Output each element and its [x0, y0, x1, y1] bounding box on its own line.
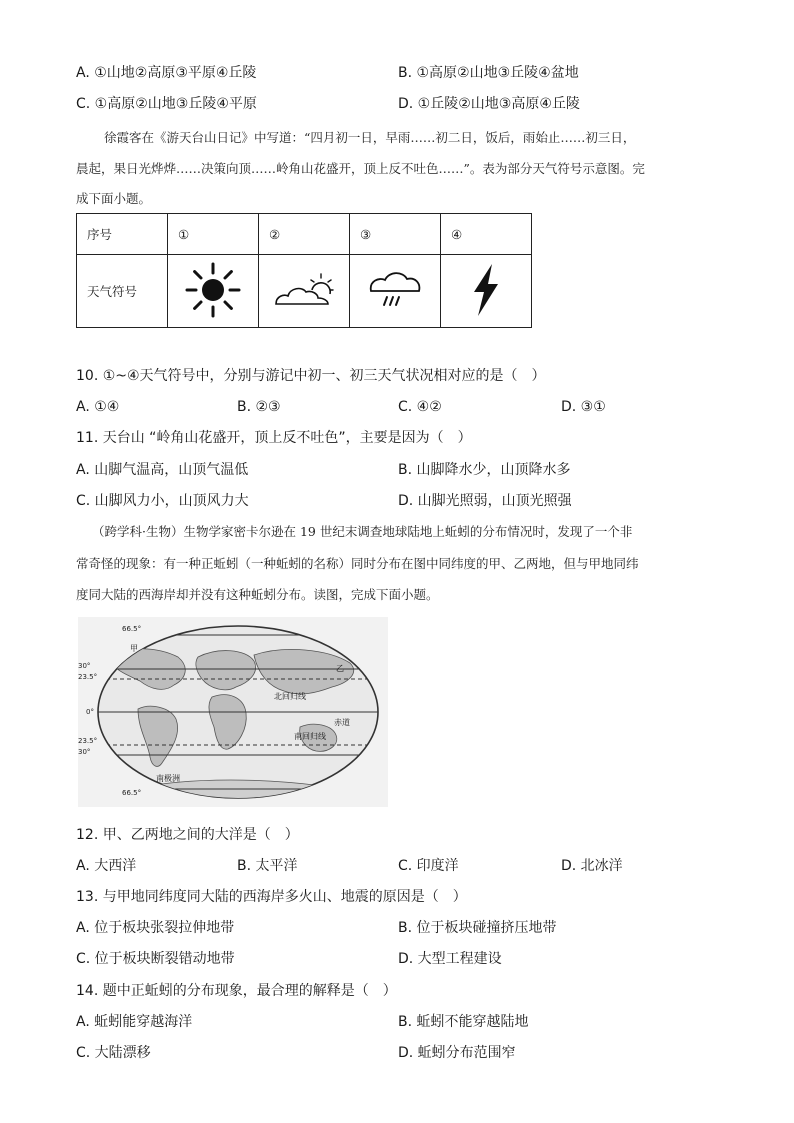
- q12-stem: 12. 甲、乙两地之间的大洋是（ ）: [76, 827, 299, 843]
- q10-option-c: C. ④②: [398, 399, 442, 415]
- lightning-icon: [441, 255, 532, 328]
- passage2-line3: 度同大陆的西海岸却并没有这种蚯蚓分布。读图，完成下面小题。: [76, 587, 439, 602]
- antarctic-label: 南极洲: [156, 774, 180, 783]
- q12-option-d: D. 北冰洋: [561, 858, 623, 874]
- q10-stem: 10. ①~④天气符号中，分别与游记中初一、初三天气状况相对应的是（ ）: [76, 368, 546, 384]
- lat-label-0: 0°: [86, 708, 94, 716]
- weather-symbol-table: [76, 213, 532, 328]
- partly-cloudy-icon: [259, 255, 350, 328]
- passage1-line2: 晨起，果日光烨烨……决策向顶……岭角山花盛开，顶上反不吐色……”。表为部分天气符号示意图。完: [76, 161, 645, 176]
- passage2-line2: 常奇怪的现象：有一种正蚯蚓（一种蚯蚓的名称）同时分布在图中同纬度的甲、乙两地，但与甲地同纬: [76, 556, 639, 571]
- q11-option-b: B. 山脚降水少，山顶降水多: [398, 462, 571, 478]
- rain-cloud-icon: [350, 255, 441, 328]
- lat-label-30n: 30°: [78, 662, 91, 670]
- q9-option-d: D. ①丘陵②山地③高原④丘陵: [398, 96, 580, 112]
- lat-label-23s: 23.5°: [78, 737, 98, 745]
- table-number-4: ④: [441, 214, 532, 255]
- q11-option-d: D. 山脚光照弱，山顶光照强: [398, 493, 572, 509]
- lat-label-66s: 66.5°: [122, 789, 142, 797]
- passage1-line1: 徐霞客在《游天台山日记》中写道：“四月初一日，早雨……初二日，饭后，雨始止……初三日，: [104, 130, 636, 145]
- table-header-label: 序号: [77, 214, 168, 255]
- q14-option-a: A. 蚯蚓能穿越海洋: [76, 1014, 193, 1030]
- q14-option-b: B. 蚯蚓不能穿越陆地: [398, 1014, 529, 1030]
- q10-option-d: D. ③①: [561, 399, 606, 415]
- q13-option-d: D. 大型工程建设: [398, 951, 502, 967]
- q13-option-a: A. 位于板块张裂拉伸地带: [76, 920, 235, 936]
- q10-option-b: B. ②③: [237, 399, 281, 415]
- jia-label: 甲: [130, 644, 138, 653]
- q9-option-c: C. ①高原②山地③丘陵④平原: [76, 96, 257, 112]
- q11-stem: 11. 天台山 “岭角山花盛开，顶上反不吐色”，主要是因为（ ）: [76, 430, 472, 446]
- table-row-label: 天气符号: [77, 255, 168, 328]
- q10-option-a: A. ①④: [76, 399, 120, 415]
- lat-label-66n: 66.5°: [122, 625, 142, 633]
- table-number-2: ②: [259, 214, 350, 255]
- world-map: [78, 617, 388, 807]
- q14-option-c: C. 大陆漂移: [76, 1045, 151, 1061]
- passage2-line1: （跨学科·生物）生物学家密卡尔逊在 19 世纪末调查地球陆地上蚯蚓的分布情况时，发现了一个非: [92, 524, 633, 539]
- q13-option-c: C. 位于板块断裂错动地带: [76, 951, 235, 967]
- equator-label: 赤道: [334, 718, 350, 727]
- table-number-1: ①: [168, 214, 259, 255]
- q14-option-d: D. 蚯蚓分布范围窄: [398, 1045, 516, 1061]
- sun-icon: [168, 255, 259, 328]
- q12-option-a: A. 大西洋: [76, 858, 137, 874]
- q13-stem: 13. 与甲地同纬度同大陆的西海岸多火山、地震的原因是（ ）: [76, 889, 467, 905]
- q13-option-b: B. 位于板块碰撞挤压地带: [398, 920, 557, 936]
- tropic-south-label: 南回归线: [294, 732, 326, 741]
- passage1-line3: 成下面小题。: [76, 191, 152, 206]
- lat-label-30s: 30°: [78, 748, 91, 756]
- table-number-3: ③: [350, 214, 441, 255]
- q9-option-b: B. ①高原②山地③丘陵④盆地: [398, 65, 579, 81]
- q12-option-b: B. 太平洋: [237, 858, 298, 874]
- q9-option-a: A. ①山地②高原③平原④丘陵: [76, 65, 257, 81]
- q14-stem: 14. 题中正蚯蚓的分布现象，最合理的解释是（ ）: [76, 983, 397, 999]
- yi-label: 乙: [336, 664, 344, 673]
- q12-option-c: C. 印度洋: [398, 858, 459, 874]
- q11-option-c: C. 山脚风力小，山顶风力大: [76, 493, 249, 509]
- lat-label-23n: 23.5°: [78, 673, 98, 681]
- q11-option-a: A. 山脚气温高，山顶气温低: [76, 462, 249, 478]
- tropic-north-label: 北回归线: [274, 692, 306, 701]
